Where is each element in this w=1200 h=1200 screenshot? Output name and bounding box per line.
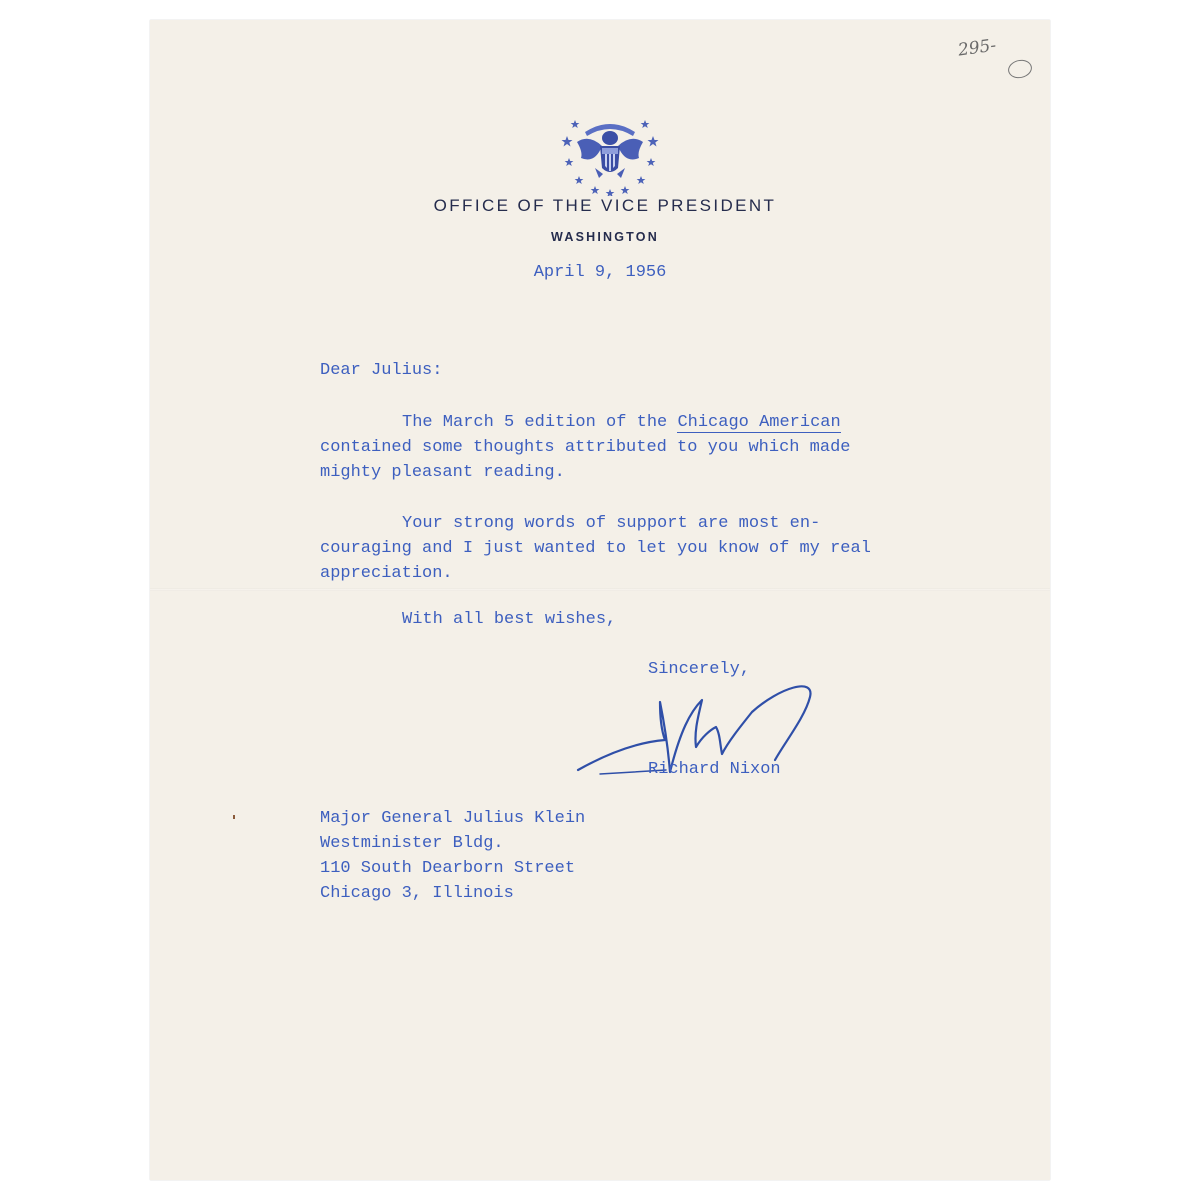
closing-sincerely: Sincerely, — [648, 660, 751, 679]
body-p2-line3: appreciation. — [320, 564, 453, 583]
newspaper-title: Chicago American — [677, 413, 841, 432]
body-p2-line1: Your strong words of support are most en- — [402, 514, 821, 533]
letterhead-city: WASHINGTON — [551, 230, 659, 244]
salutation: Dear Julius: — [320, 361, 443, 380]
address-line2: Westminister Bldg. — [320, 834, 504, 853]
paper-fold-line — [150, 588, 1050, 591]
address-line3: 110 South Dearborn Street — [320, 859, 576, 878]
body-p1-line1-text: The March 5 edition of the — [402, 413, 678, 432]
body-p1-line1 — [402, 410, 841, 435]
letter-date: April 9, 1956 — [533, 263, 667, 282]
letterhead-office: OFFICE OF THE VICE PRESIDENT — [433, 196, 777, 215]
pencil-price-note: 295- — [956, 35, 998, 61]
body-p2-line2: couraging and I just wanted to let you know of my real — [320, 539, 871, 558]
address-line1: Major General Julius Klein — [320, 809, 586, 828]
address-line4: Chicago 3, Illinois — [320, 884, 514, 903]
vice-presidential-seal-icon — [555, 106, 665, 196]
closing-wishes: With all best wishes, — [402, 610, 617, 629]
paper-speck — [233, 815, 235, 819]
body-p1-line3: mighty pleasant reading. — [320, 463, 565, 482]
body-p1-line2: contained some thoughts attributed to you which made — [320, 438, 851, 457]
signer-name: Richard Nixon — [648, 760, 781, 779]
